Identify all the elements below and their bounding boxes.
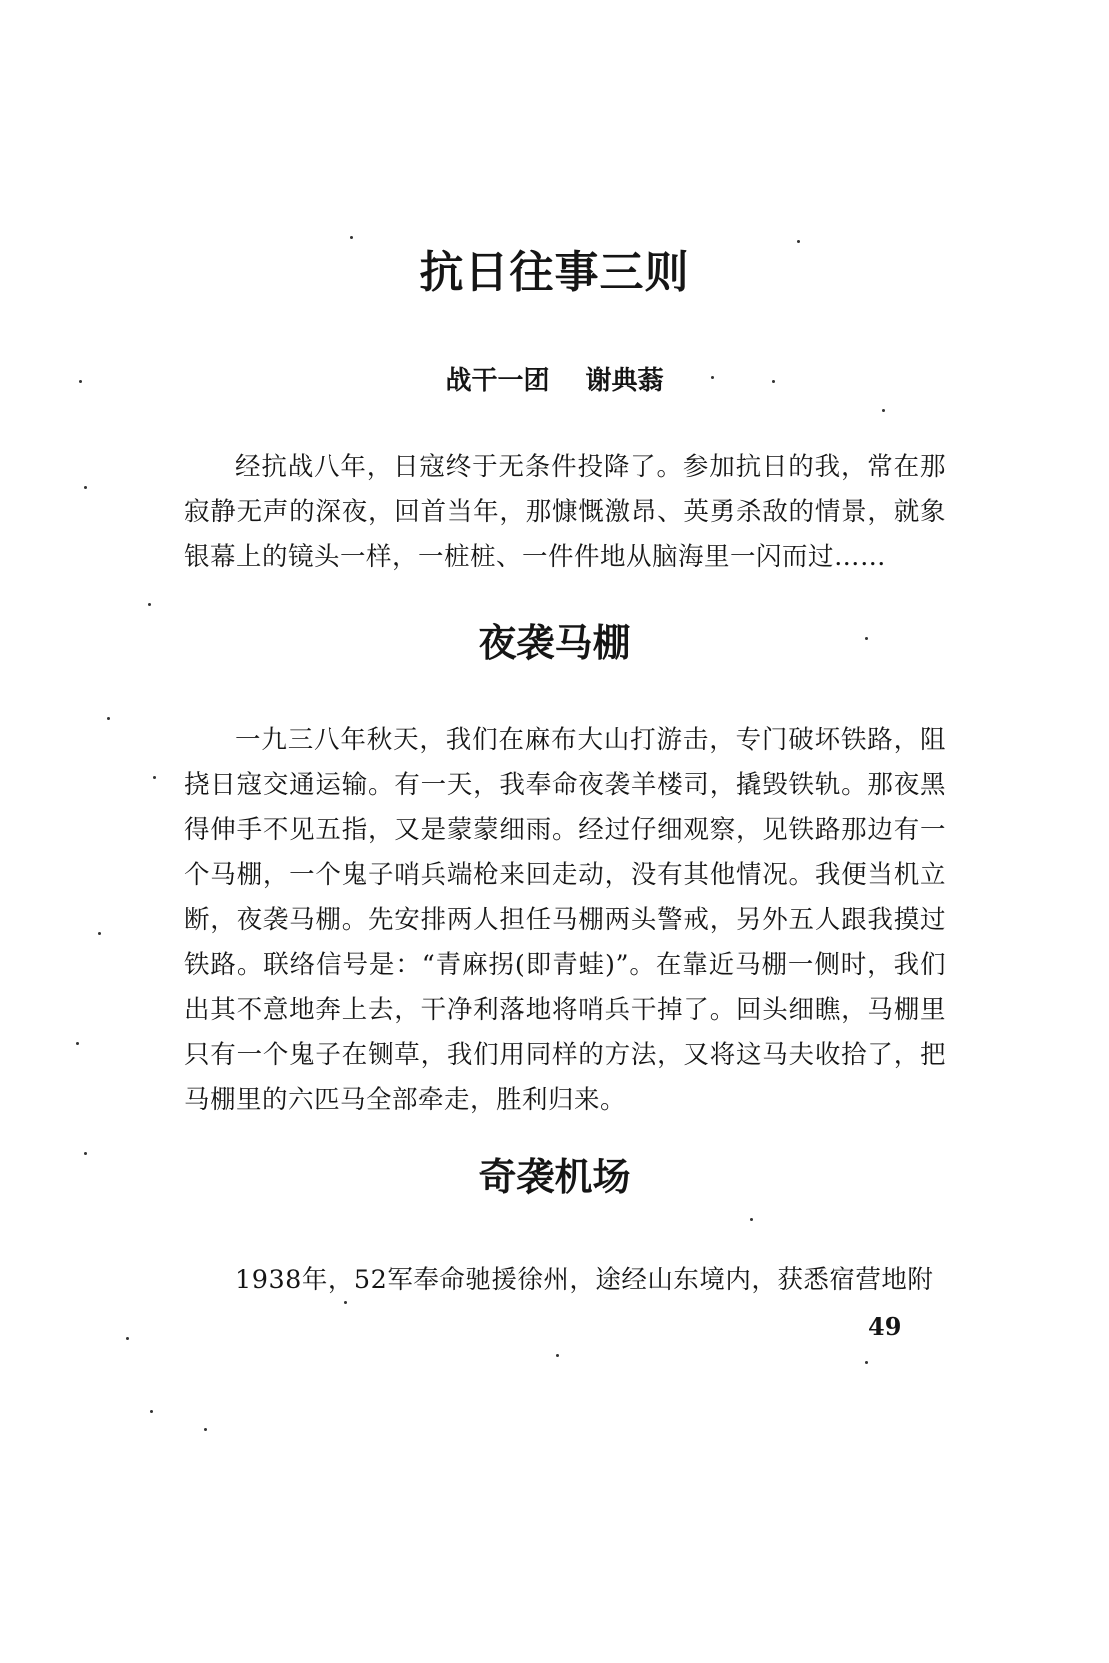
intro-paragraph: 经抗战八年，日寇终于无条件投降了。参加抗日的我，常在那寂静无声的深夜，回首当年，那慷慨激昂、英勇杀敌的情景，就象银幕上的镜头一样，一桩桩、一件件地从脑海里一闪而过…… bbox=[184, 452, 946, 572]
section-heading-night-raid: 夜袭马棚 bbox=[478, 621, 631, 665]
page-title: 抗日往事三则 bbox=[419, 247, 690, 298]
page-number: 49 bbox=[868, 1312, 902, 1341]
byline bbox=[0, 360, 1109, 397]
author-name: 谢典蓊 bbox=[585, 366, 664, 396]
section-body-night-raid: 一九三八年秋天，我们在麻布大山打游击，专门破坏铁路，阻挠日寇交通运输。有一天，我奉命夜袭羊楼司，撬毁铁轨。那夜黑得伸手不见五指，又是蒙蒙细雨。经过仔细观察，见铁路那边有一个马棚，一个鬼子哨兵端枪来回走动，没有其他情况。我便当机立断，夜袭马棚。先安排两人担任马棚两头警戒，另外五人跟我摸过铁路。联络信号是：“青麻拐(即青蛙)”。在靠近马棚一侧时，我们出其不意地奔上去，干净利落地将哨兵干掉了。回头细瞧，马棚里只有一个鬼子在铡草，我们用同样的方法，又将这马夫收拾了，把马棚里的六匹马全部牵走，胜利归来。 bbox=[184, 725, 946, 1115]
author-unit: 战干一团 bbox=[445, 366, 550, 396]
section-body-airfield-raid: 1938年，52军奉命驰援徐州，途经山东境内，获悉宿营地附 bbox=[235, 1265, 934, 1295]
section-heading-airfield-raid: 奇袭机场 bbox=[478, 1155, 631, 1199]
